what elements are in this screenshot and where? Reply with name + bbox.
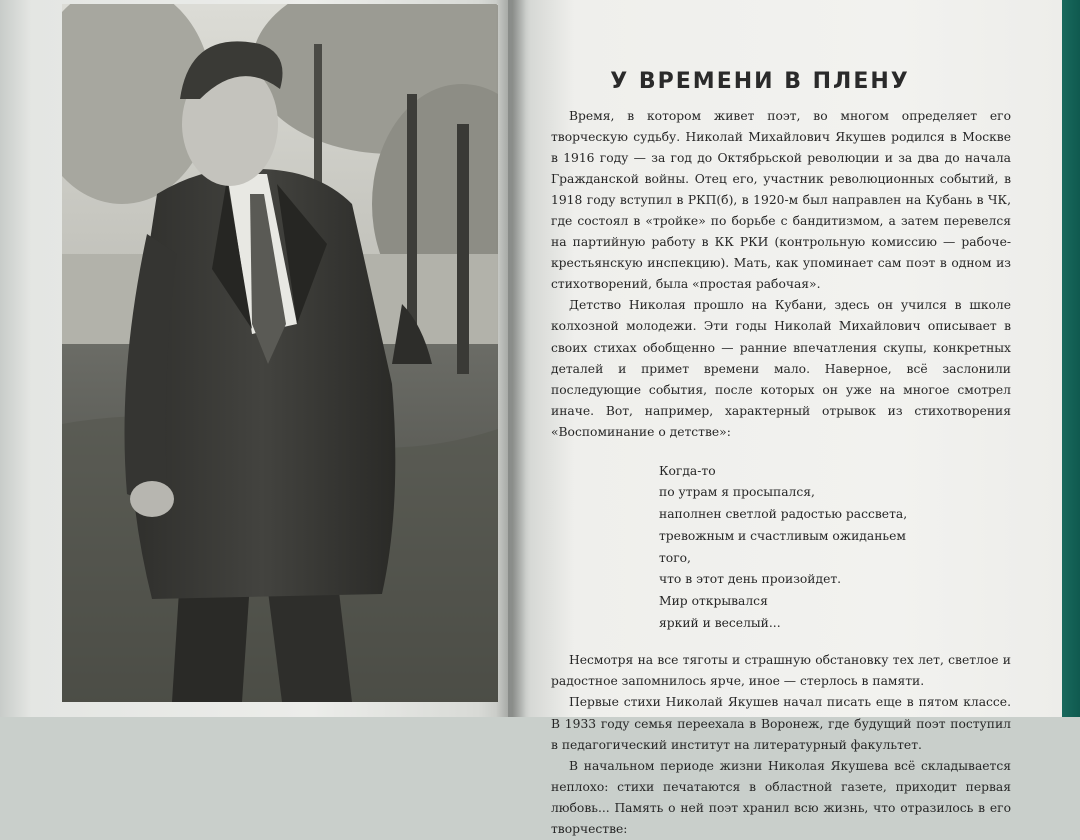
chapter-title: У ВРЕМЕНИ В ПЛЕНУ — [610, 68, 910, 94]
book-gutter — [496, 0, 526, 717]
poem-line: Мир открывался — [659, 593, 768, 608]
chapter-body — [551, 106, 1011, 840]
left-page — [0, 0, 520, 717]
paragraph: Время, в котором живет поэт, во многом определяет его творческую судьбу. Николай Михайлович Якушев родился в Москве в 1916 году — за год до Октябрьской революции и за два до начала Гражданской войны. Отец его, участник революционных событий, в 1918 году вступил в РКП(б), в 1920-м был направлен на Кубань в ЧК, где состоял в «тройке» по борьбе с бандитизмом, а затем перевелся на партийную работу в КК РКИ (контрольную комиссию — рабоче-крестьянскую инспекцию). Мать, как упоминает сам поэт в одном из стихотворений, была «простая рабочая». — [551, 109, 1011, 292]
poem-line: что в этот день произойдет. — [659, 572, 842, 587]
portrait-photo — [62, 4, 498, 702]
poem-line: того, — [659, 550, 691, 565]
poem-excerpt — [659, 461, 1011, 635]
paragraph: Детство Николая прошло на Кубани, здесь он учился в школе колхозной молодежи. Эти годы Николай Михайлович описывает в своих стихах обобщенно — ранние впечатления скупы, конкретных деталей и примет времени мало. Наверное, всё заслонили последующие события, после которых он уже на многое смотрел иначе. Вот, например, характерный отрывок из стихотворения «Воспоминание о детстве»: — [551, 298, 1011, 439]
poem-line: по утрам я просыпался, — [659, 485, 815, 500]
poem-line: тревожным и счастливым ожиданьем — [659, 528, 906, 543]
paragraph: Первые стихи Николай Якушев начал писать еще в пятом классе. В 1933 году семья переехала в Воронеж, где будущий поэт поступил в педагогический институт на литературный факультет. — [551, 695, 1011, 752]
paragraph: В начальном периоде жизни Николая Якушева всё складывается неплохо: стихи печатаются в областной газете, приходит первая любовь... Память о ней поэт хранил всю жизнь, что отразилось в его творчестве: — [551, 758, 1011, 836]
paragraph: Несмотря на все тяготы и страшную обстановку тех лет, светлое и радостное запомнилось ярче, иное — стерлось в памяти. — [551, 653, 1011, 689]
poem-line: Когда-то — [659, 463, 716, 478]
poem-line: яркий и веселый... — [659, 615, 781, 630]
poem-line: наполнен светлой радостью рассвета, — [659, 507, 908, 522]
